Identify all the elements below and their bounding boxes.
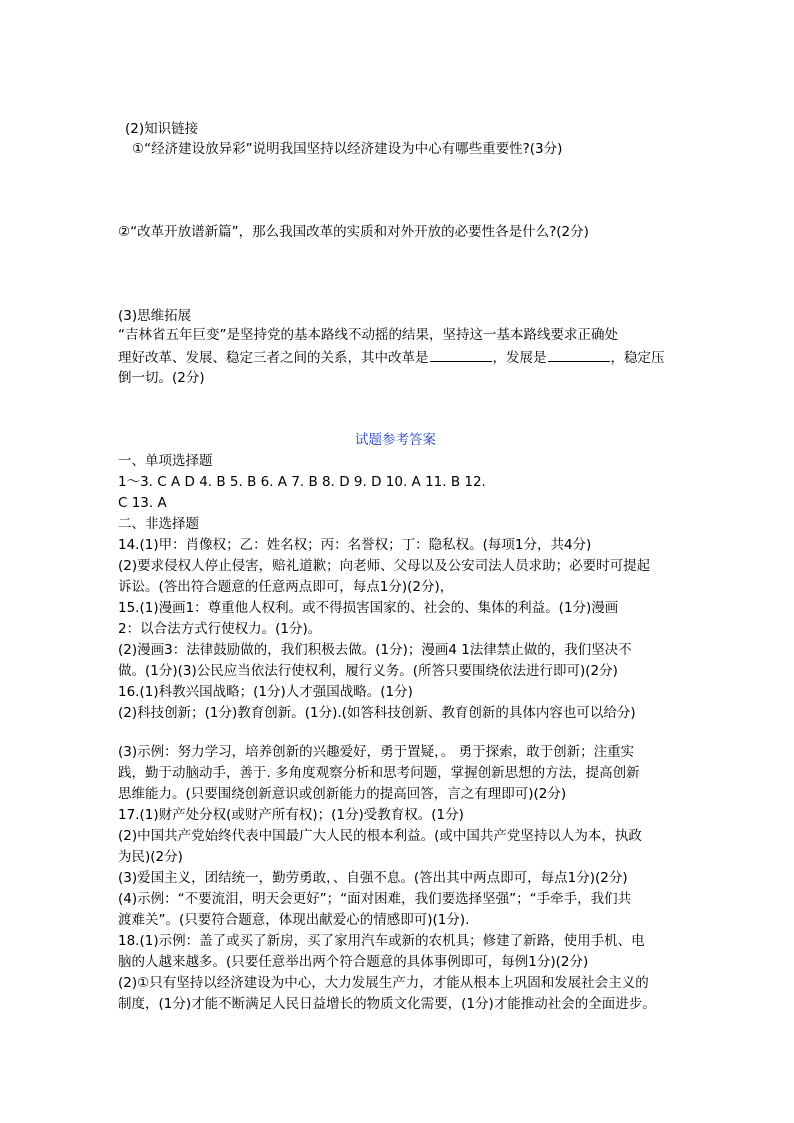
answer-line: C 13. A [118, 495, 167, 511]
answer-line: (3)爱国主义，团结统一，勤劳勇敢，、自强不息。(答出其中两点即可，每点1分)(2分) [118, 870, 628, 886]
answer-line: 16.(1)科教兴国战略；(1分)人才强国战略。(1分) [118, 684, 413, 700]
answer-line: 制度，(1分)才能不断满足人民日益增长的物质文化需要，(1分)才能推动社会的全面进步。 [118, 996, 656, 1012]
answer-line: 15.(1)漫画1：尊重他人权利。或不得损害国家的、社会的、集体的利益。(1分)漫画 [118, 600, 619, 616]
answer-line: (2)漫画3：法律鼓励做的，我们积极去做。(1分)；漫画4 1法律禁止做的，我们坚决不 [118, 642, 632, 658]
answer-line: 17.(1)财产处分权(或财产所有权)；(1分)受教育权。(1分) [118, 807, 464, 823]
part3-line-2-text-c: ，稳定压 [610, 350, 665, 366]
part3-line-1: “吉林省五年巨变”是坚持党的基本路线不动摇的结果，坚持这一基本路线要求正确处 [118, 327, 618, 343]
answer-line: (2)①只有坚持以经济建设为中心，大力发展生产力，才能从根本上巩固和发展社会主义的 [118, 975, 649, 991]
part3-line-2-text-a: 理好改革、发展、稳定三者之间的关系，其中改革是 [118, 350, 429, 366]
answer-blank-reform[interactable] [430, 347, 492, 362]
part3-heading: (3)思维拓展 [118, 308, 192, 324]
answers-title: 试题参考答案 [355, 432, 436, 448]
answer-line: (2)中国共产党始终代表中国最广大人民的根本利益。(或中国共产党坚持以人为本，执政 [118, 828, 642, 844]
part3-line-2-text-b: ，发展是 [492, 350, 547, 366]
question-2-2: ②“改革开放谱新篇”，那么我国改革的实质和对外开放的必要性各是什么?(2分) [118, 224, 589, 240]
part3-line-3: 倒一切。(2分) [118, 370, 205, 386]
answer-line: 思维能力。(只要围绕创新意识或创新能力的提高回答，言之有理即可)(2分) [118, 786, 567, 802]
answer-line: 诉讼。(答出符合题意的任意两点即可，每点1分)(2分)， [118, 579, 454, 595]
answer-line: (2)科技创新；(1分)教育创新。(1分).(如答科技创新、教育创新的具体内容也可以给分) [118, 705, 636, 721]
answer-line: (3)示例：努力学习，培养创新的兴趣爱好，勇于置疑，。 勇于探索，敢于创新；注重实 [118, 744, 635, 760]
part2-heading: (2)知识链接 [125, 121, 199, 137]
answer-line: 为民)(2分) [118, 849, 183, 865]
answer-line: 一、单项选择题 [118, 453, 213, 469]
answer-line: 2：以合法方式行使权力。(1分)。 [118, 621, 322, 637]
answer-line: 渡难关”。(只要符合题意，体现出献爱心的情感即可)(1分). [118, 912, 470, 928]
answer-line: 14.(1)甲：肖像权；乙：姓名权；丙：名誉权；丁：隐私权。(每项1分，共4分) [118, 537, 592, 553]
answer-line: 脑的人越来越多。(只要任意举出两个符合题意的具体事例即可，每例1分)(2分) [118, 954, 589, 970]
answer-line: 1～3. C A D 4. B 5. B 6. A 7. B 8. D 9. D 10. A 11. B 12. [118, 474, 486, 490]
answer-blank-development[interactable] [548, 347, 610, 362]
part3-line-2 [118, 347, 665, 368]
answer-line: (2)要求侵权人停止侵害，赔礼道歉；向老师、父母以及公安司法人员求助；必要时可提起 [118, 558, 651, 574]
answer-line: 做。(1分)(3)公民应当依法行使权利，履行义务。(所答只要围绕依法进行即可)(2分) [118, 663, 618, 679]
answer-line: (4)示例：“不要流泪，明天会更好”；“面对困难，我们要选择坚强”；“手牵手，我们共 [118, 891, 632, 907]
question-2-1: ①“经济建设放异彩”说明我国坚持以经济建设为中心有哪些重要性?(3分) [132, 141, 563, 157]
answer-line: 18.(1)示例：盖了或买了新房，买了家用汽车或新的农机具；修建了新路，使用手机、电 [118, 933, 645, 949]
answer-line: 践，勤于动脑动手，善于. 多角度观察分析和思考问题，掌握创新思想的方法，提高创新 [118, 765, 640, 781]
answer-line: 二、非选择题 [118, 516, 199, 532]
